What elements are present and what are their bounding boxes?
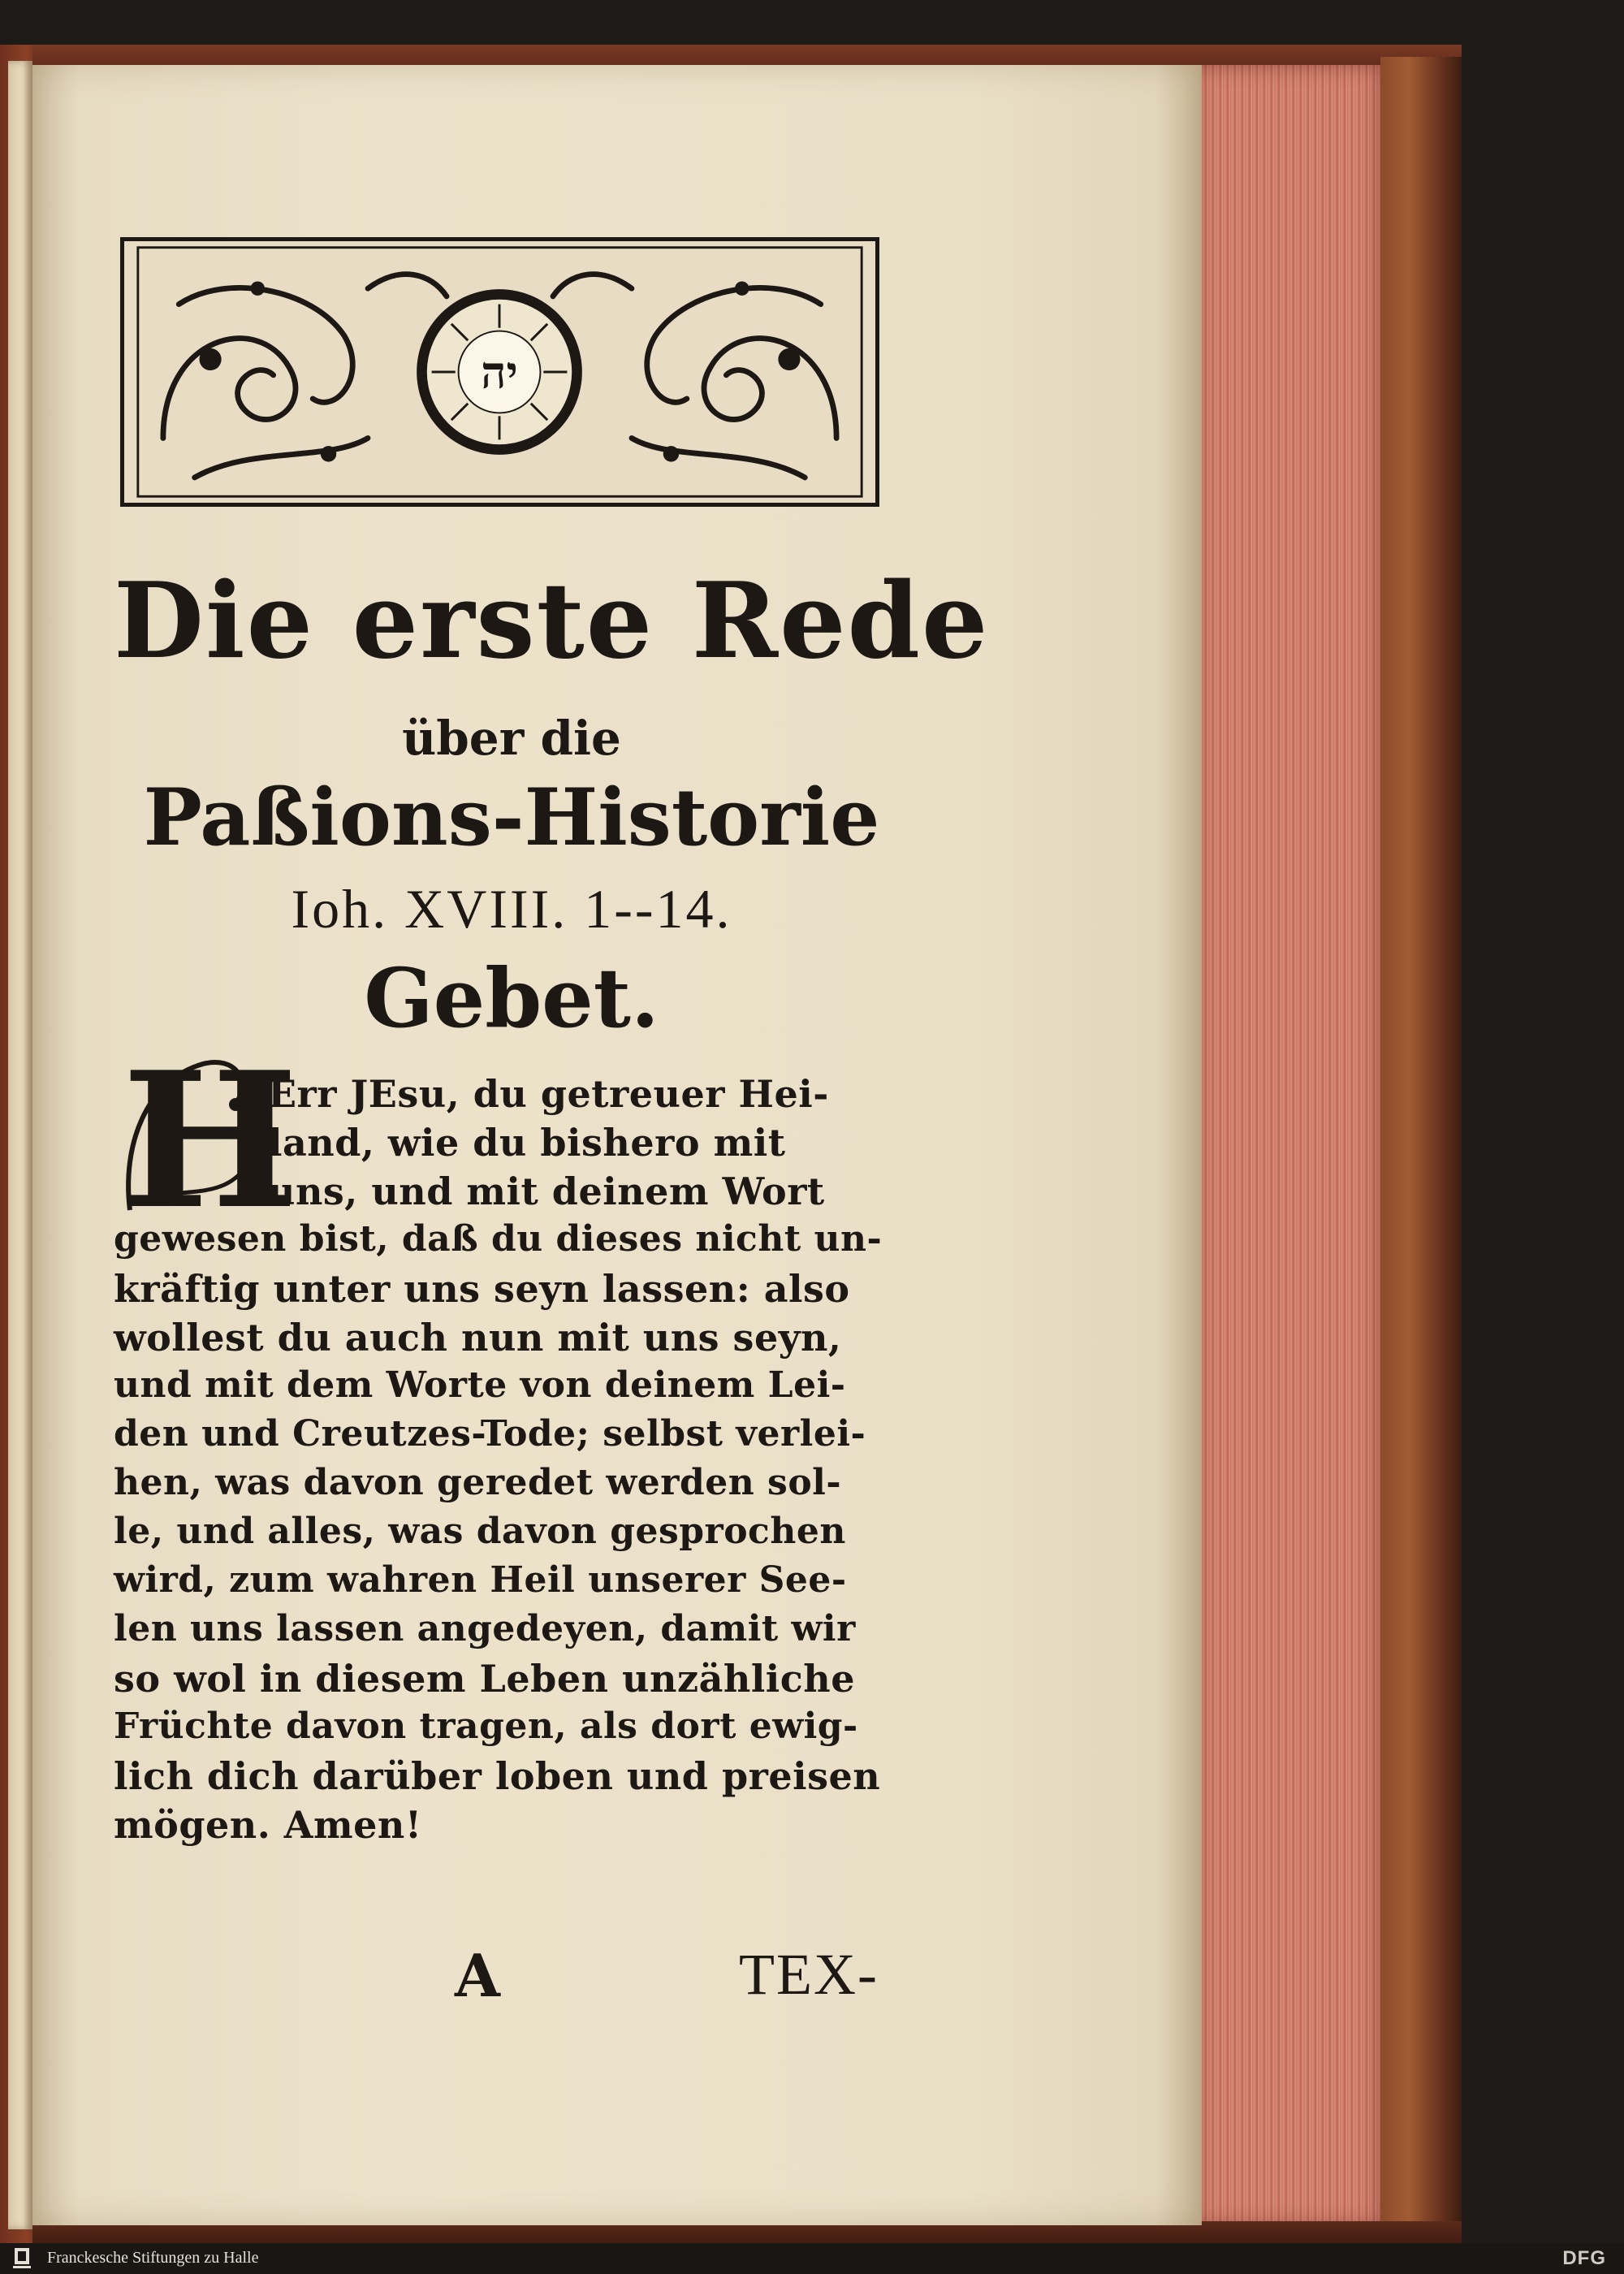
book-page [32,65,1202,2225]
section-heading: Gebet. [364,950,659,1046]
body-line: Früchte davon tragen, als dort ewig- [114,1706,858,1747]
institution-footer-bar [0,2243,1624,2274]
title-line-2: über die [402,711,621,766]
left-page-edge [8,61,32,2229]
initial-letter: H [122,1031,299,1251]
institution-name: Franckesche Stiftungen zu Halle [47,2249,259,2267]
ornament-icon [124,241,875,503]
title-line-1: Die erste Rede [114,560,990,682]
right-cover-board [1380,57,1462,2250]
title-line-3: Paßions-Historie [143,772,880,863]
body-line: mögen. Amen! [114,1803,422,1847]
body-line: den und Creutzes-Tode; selbst verlei- [114,1413,866,1455]
svg-text:יה: יה [481,346,518,399]
body-line: wollest du auch nun mit uns seyn, [114,1316,842,1360]
body-line: uns, und mit deinem Wort [268,1169,825,1213]
body-line: gewesen bist, daß du dieses nicht un- [114,1218,883,1260]
ornamental-headpiece [120,237,879,507]
body-line: Err JEsu, du getreuer Hei- [268,1072,829,1116]
body-line: le, und alles, was davon gesprochen [114,1511,846,1552]
body-line: so wol in diesem Leben unzähliche [114,1657,855,1701]
decorated-initial [114,1031,299,1251]
body-line: wird, zum wahren Heil unserer See- [114,1559,847,1601]
scripture-reference: Ioh. XVIII. 1--14. [291,878,732,940]
franckesche-stiftungen-logo-icon [11,2246,32,2271]
body-line: land, wie du bishero mit [268,1121,786,1165]
body-line: lich dich darüber loben und preisen [114,1754,881,1798]
dfg-logo-text: DFG [1562,2247,1606,2269]
body-line: und mit dem Worte von deinem Lei- [114,1364,846,1406]
signature-mark: A [455,1941,500,2010]
red-fore-edge [1194,65,1380,2225]
body-line: kräftig unter uns seyn lassen: also [114,1267,850,1311]
body-line: hen, was davon geredet werden sol- [114,1462,842,1503]
body-line: len uns lassen angedeyen, damit wir [114,1608,856,1649]
catchword: TEX- [739,1942,879,2007]
